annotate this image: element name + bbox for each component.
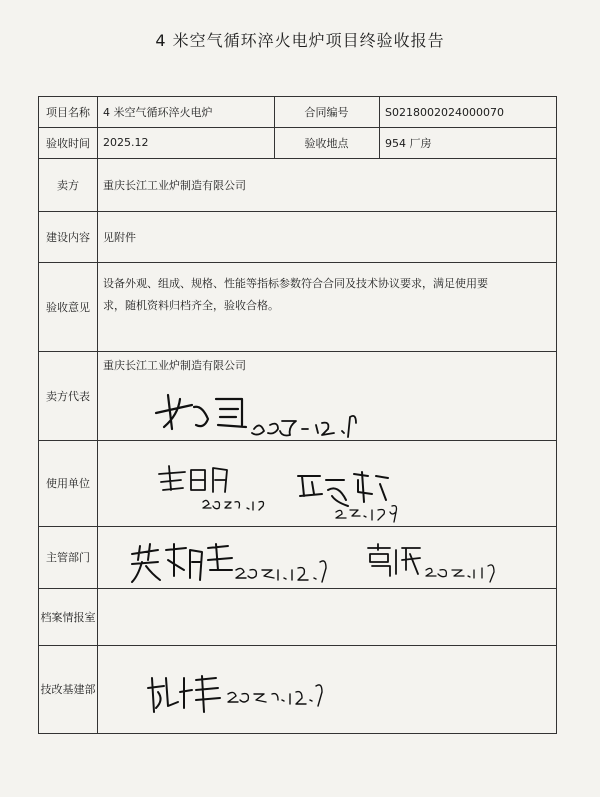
contract-no-value: S0218002024000070 <box>385 105 504 119</box>
opinion-label: 验收意见 <box>46 300 90 314</box>
acceptance-time-value: 2025.12 <box>103 136 149 149</box>
archive-label: 档案情报室 <box>40 610 96 624</box>
row-divider <box>39 526 556 527</box>
acceptance-time-label: 验收时间 <box>46 136 90 150</box>
page-title: 4 米空气循环淬火电炉项目终验收报告 <box>155 31 445 50</box>
seller-rep-signature <box>150 385 370 445</box>
opinion-line-1: 设备外观、组成、规格、性能等指标参数符合合同及技术协议要求，满足使用要 <box>103 277 488 290</box>
dept-signature-1 <box>128 540 328 590</box>
opinion-text <box>103 273 553 317</box>
row-divider <box>39 262 556 263</box>
contract-no-label: 合同编号 <box>304 106 349 119</box>
project-name-label: 项目名称 <box>46 106 90 119</box>
scope-value: 见附件 <box>103 230 136 244</box>
dept-signature-2 <box>362 540 502 584</box>
user-unit-signature-2 <box>292 466 412 524</box>
row-divider <box>39 351 556 352</box>
dept-label: 主管部门 <box>46 551 90 564</box>
seller-rep-company: 重庆长江工业炉制造有限公司 <box>103 359 246 372</box>
seller-label: 卖方 <box>57 178 79 192</box>
acceptance-place-label: 验收地点 <box>304 136 349 150</box>
seller-value: 重庆长江工业炉制造有限公司 <box>103 178 246 192</box>
user-unit-signature-1 <box>155 462 265 512</box>
acceptance-place-value: 954 厂房 <box>385 136 432 150</box>
scope-label: 建设内容 <box>46 230 90 244</box>
tech-signature <box>144 672 324 722</box>
tech-label: 技改基建部 <box>40 683 96 696</box>
row-divider <box>39 645 556 646</box>
project-name-value: 4 米空气循环淬火电炉 <box>103 106 213 119</box>
opinion-line-2: 求，随机资料归档齐全，验收合格。 <box>103 299 279 312</box>
user-unit-label: 使用单位 <box>46 477 90 490</box>
seller-rep-label: 卖方代表 <box>46 389 90 403</box>
